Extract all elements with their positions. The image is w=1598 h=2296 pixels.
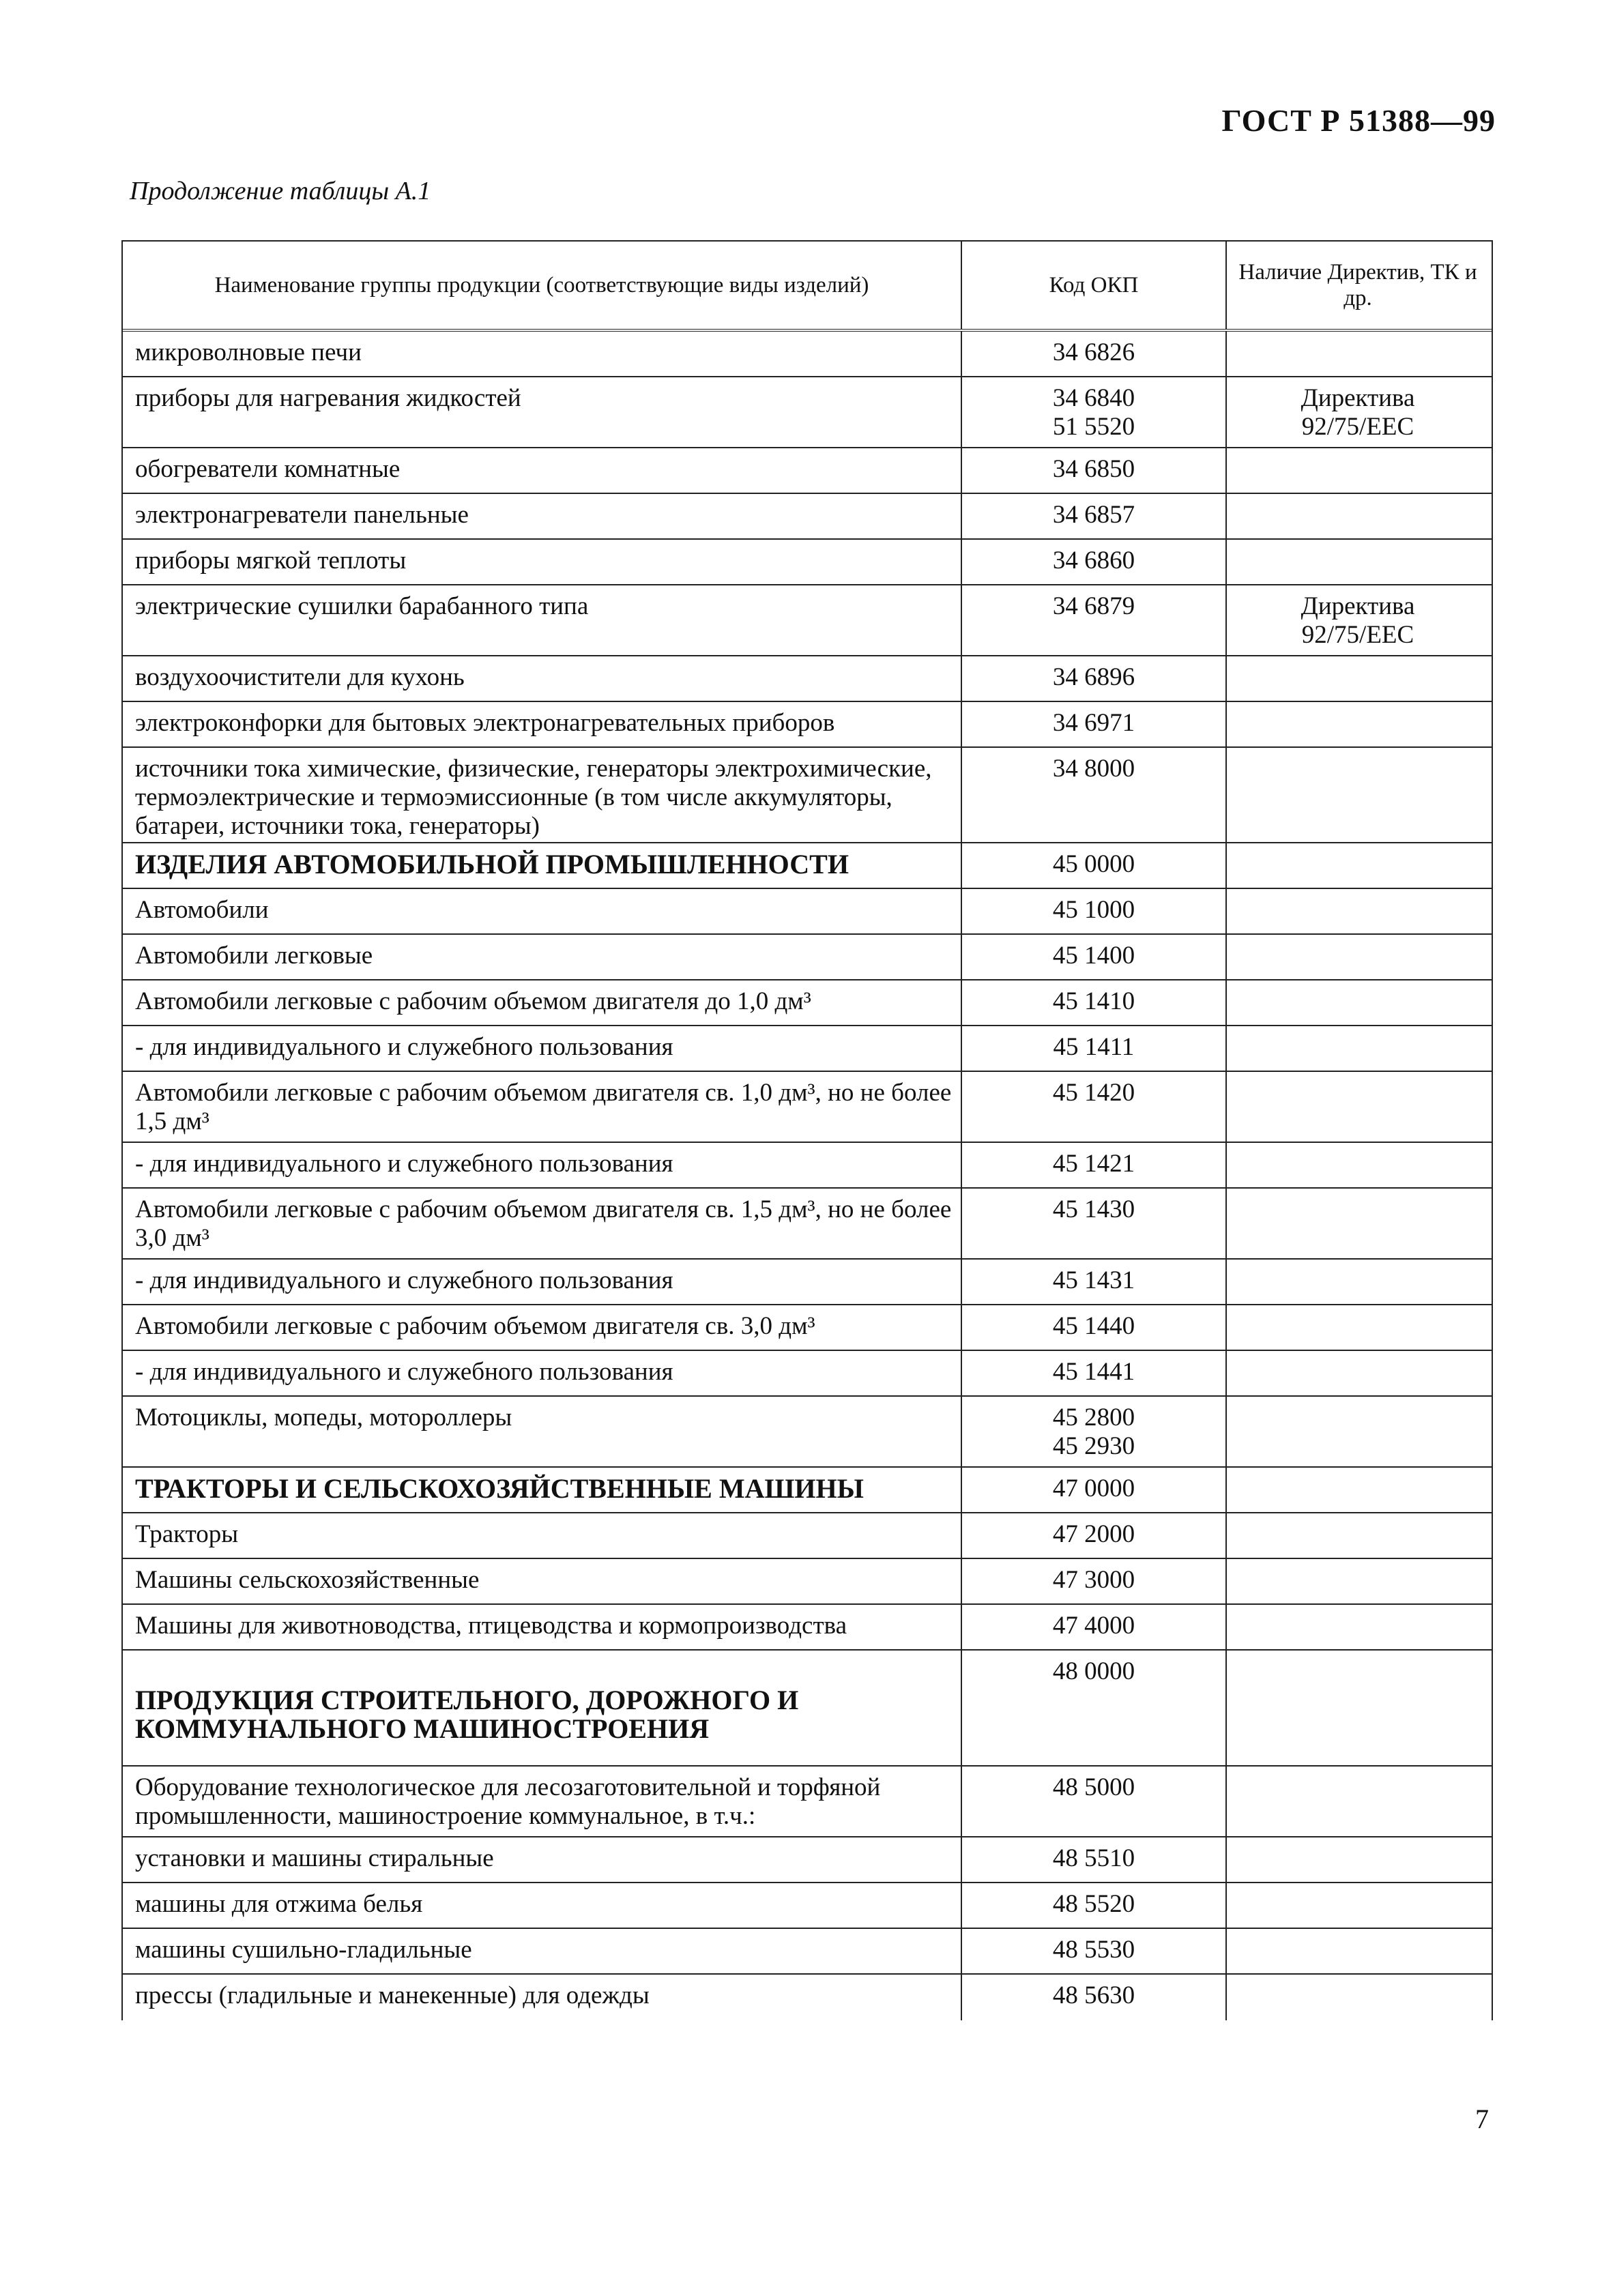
table-row: [123, 494, 1492, 540]
table-row: [123, 1559, 1492, 1605]
cell-okp-code: 34 6850: [962, 448, 1227, 493]
cell-product-name: ТРАКТОРЫ И СЕЛЬСКОХОЗЯЙСТВЕННЫЕ МАШИНЫ: [123, 1468, 962, 1512]
cell-product-name: прессы (гладильные и манекенные) для одежды: [123, 1975, 962, 2020]
cell-directives: [1227, 1559, 1489, 1603]
cell-directives: [1227, 843, 1489, 888]
cell-product-name: ПРОДУКЦИЯ СТРОИТЕЛЬНОГО, ДОРОЖНОГО И КОММУНАЛЬНОГО МАШИНОСТРОЕНИЯ: [123, 1651, 962, 1765]
cell-directives: [1227, 1883, 1489, 1928]
cell-directives: [1227, 1072, 1489, 1142]
table-row: [123, 1026, 1492, 1072]
page-number: 7: [1475, 2104, 1489, 2134]
table-row: [123, 1975, 1492, 2020]
table-row: [123, 656, 1492, 702]
cell-product-name: Автомобили легковые: [123, 935, 962, 979]
table-row: [123, 1397, 1492, 1468]
table-section-row: [123, 1651, 1492, 1767]
cell-okp-code: 34 8000: [962, 748, 1227, 842]
table-row: [123, 1072, 1492, 1143]
cell-directives: [1227, 1397, 1489, 1466]
products-table: [121, 240, 1493, 2020]
cell-product-name: Оборудование технологическое для лесозаготовительной и торфяной промышленности, машиностроение коммунальное, в т.ч.:: [123, 1767, 962, 1836]
cell-directives: [1227, 494, 1489, 538]
cell-directives: [1227, 1189, 1489, 1258]
cell-okp-code: 34 6860: [962, 540, 1227, 584]
cell-okp-code: 47 4000: [962, 1605, 1227, 1649]
cell-okp-code: 47 2000: [962, 1513, 1227, 1558]
cell-directives: [1227, 1651, 1489, 1765]
cell-directives: [1227, 1351, 1489, 1395]
table-row: [123, 1260, 1492, 1305]
cell-product-name: Машины для животноводства, птицеводства и кормопроизводства: [123, 1605, 962, 1649]
table-row: [123, 377, 1492, 448]
cell-okp-code: 48 5630: [962, 1975, 1227, 2020]
cell-product-name: машины для отжима белья: [123, 1883, 962, 1928]
document-code: ГОСТ Р 51388—99: [1221, 103, 1496, 138]
cell-product-name: Автомобили легковые с рабочим объемом двигателя св. 3,0 дм³: [123, 1305, 962, 1350]
table-row: [123, 1883, 1492, 1929]
cell-product-name: приборы для нагревания жидкостей: [123, 377, 962, 447]
cell-okp-code: 45 1400: [962, 935, 1227, 979]
cell-okp-code: 45 1430: [962, 1189, 1227, 1258]
cell-directives: [1227, 1260, 1489, 1304]
cell-product-name: установки и машины стиральные: [123, 1837, 962, 1882]
table-row: [123, 1767, 1492, 1837]
cell-product-name: Машины сельскохозяйственные: [123, 1559, 962, 1603]
cell-product-name: приборы мягкой теплоты: [123, 540, 962, 584]
table-row: [123, 1513, 1492, 1559]
cell-directives: [1227, 448, 1489, 493]
cell-product-name: электроконфорки для бытовых электронагревательных приборов: [123, 702, 962, 746]
table-row: [123, 1837, 1492, 1883]
table-row: [123, 980, 1492, 1026]
cell-product-name: электронагреватели панельные: [123, 494, 962, 538]
cell-product-name: обогреватели комнатные: [123, 448, 962, 493]
column-header-directives: Наличие Директив, ТК и др.: [1238, 260, 1477, 310]
cell-okp-code: 48 5510: [962, 1837, 1227, 1882]
table-row: [123, 1605, 1492, 1651]
column-header-name: Наименование группы продукции (соответствующие виды изделий): [123, 242, 962, 329]
cell-okp-code: 48 5530: [962, 1929, 1227, 1973]
cell-product-name: воздухоочистители для кухонь: [123, 656, 962, 701]
cell-okp-code: 45 1440: [962, 1305, 1227, 1350]
cell-okp-code: 45 1421: [962, 1143, 1227, 1187]
cell-okp-code: 48 0000: [962, 1651, 1227, 1765]
cell-product-name: Автомобили легковые с рабочим объемом двигателя св. 1,5 дм³, но не более 3,0 дм³: [123, 1189, 962, 1258]
cell-product-name: Тракторы: [123, 1513, 962, 1558]
cell-okp-code: 34 6896: [962, 656, 1227, 701]
cell-product-name: микроволновые печи: [123, 332, 962, 376]
cell-okp-code: 34 6840 51 5520: [962, 377, 1227, 447]
table-row: [123, 1351, 1492, 1397]
table-body: [123, 332, 1492, 2020]
cell-product-name: - для индивидуального и служебного пользования: [123, 1143, 962, 1187]
cell-okp-code: 45 1000: [962, 889, 1227, 933]
cell-okp-code: 45 1441: [962, 1351, 1227, 1395]
cell-directives: Директива 92/75/EEC: [1301, 384, 1415, 441]
table-continuation-caption: Продолжение таблицы А.1: [130, 177, 431, 205]
cell-directives: [1227, 1767, 1489, 1836]
cell-okp-code: 45 1431: [962, 1260, 1227, 1304]
cell-okp-code: 45 0000: [962, 843, 1227, 888]
cell-okp-code: 45 1410: [962, 980, 1227, 1025]
table-row: [123, 585, 1492, 656]
table-row: [123, 935, 1492, 980]
cell-product-name: ИЗДЕЛИЯ АВТОМОБИЛЬНОЙ ПРОМЫШЛЕННОСТИ: [123, 843, 962, 888]
cell-directives: [1227, 1305, 1489, 1350]
cell-directives: [1227, 702, 1489, 746]
cell-directives: [1227, 980, 1489, 1025]
cell-directives: [1227, 1026, 1489, 1071]
cell-directives: [1227, 748, 1489, 842]
cell-okp-code: 34 6857: [962, 494, 1227, 538]
cell-directives: [1227, 1468, 1489, 1512]
column-header-code: Код ОКП: [962, 242, 1227, 329]
cell-directives: Директива 92/75/EEC: [1301, 592, 1415, 649]
cell-product-name: - для индивидуального и служебного пользования: [123, 1351, 962, 1395]
cell-okp-code: 34 6879: [962, 585, 1227, 655]
table-row: [123, 448, 1492, 494]
table-row: [123, 889, 1492, 935]
cell-okp-code: 34 6971: [962, 702, 1227, 746]
cell-product-name: - для индивидуального и служебного пользования: [123, 1026, 962, 1071]
cell-product-name: Автомобили легковые с рабочим объемом двигателя св. 1,0 дм³, но не более 1,5 дм³: [123, 1072, 962, 1142]
cell-directives: [1227, 1929, 1489, 1973]
cell-okp-code: 48 5000: [962, 1767, 1227, 1836]
cell-directives: [1227, 332, 1489, 376]
cell-okp-code: 48 5520: [962, 1883, 1227, 1928]
cell-okp-code: 34 6826: [962, 332, 1227, 376]
table-row: [123, 748, 1492, 843]
table-row: [123, 1305, 1492, 1351]
table-section-row: [123, 843, 1492, 889]
cell-directives: [1227, 1975, 1489, 2020]
table-row: [123, 702, 1492, 748]
cell-product-name: Мотоциклы, мопеды, мотороллеры: [123, 1397, 962, 1466]
cell-product-name: Автомобили: [123, 889, 962, 933]
cell-okp-code: 45 2800 45 2930: [962, 1397, 1227, 1466]
cell-directives: [1227, 1143, 1489, 1187]
table-row: [123, 1189, 1492, 1260]
cell-directives: [1227, 935, 1489, 979]
cell-directives: [1227, 1605, 1489, 1649]
table-row: [123, 332, 1492, 377]
table-section-row: [123, 1468, 1492, 1513]
cell-directives: [1227, 889, 1489, 933]
cell-product-name: - для индивидуального и служебного пользования: [123, 1260, 962, 1304]
cell-okp-code: 45 1420: [962, 1072, 1227, 1142]
cell-directives: [1227, 656, 1489, 701]
cell-okp-code: 45 1411: [962, 1026, 1227, 1071]
table-header: [123, 242, 1492, 332]
cell-directives: [1227, 540, 1489, 584]
cell-product-name: источники тока химические, физические, генераторы электрохимические, термоэлектрические и термоэмиссионные (в том числе аккумуляторы, батареи, источники тока, генераторы): [123, 748, 962, 842]
cell-okp-code: 47 3000: [962, 1559, 1227, 1603]
cell-product-name: Автомобили легковые с рабочим объемом двигателя до 1,0 дм³: [123, 980, 962, 1025]
table-row: [123, 1143, 1492, 1189]
cell-product-name: машины сушильно-гладильные: [123, 1929, 962, 1973]
cell-product-name: электрические сушилки барабанного типа: [123, 585, 962, 655]
cell-directives: [1227, 1837, 1489, 1882]
cell-directives: [1227, 1513, 1489, 1558]
table-row: [123, 540, 1492, 585]
cell-okp-code: 47 0000: [962, 1468, 1227, 1512]
table-row: [123, 1929, 1492, 1975]
